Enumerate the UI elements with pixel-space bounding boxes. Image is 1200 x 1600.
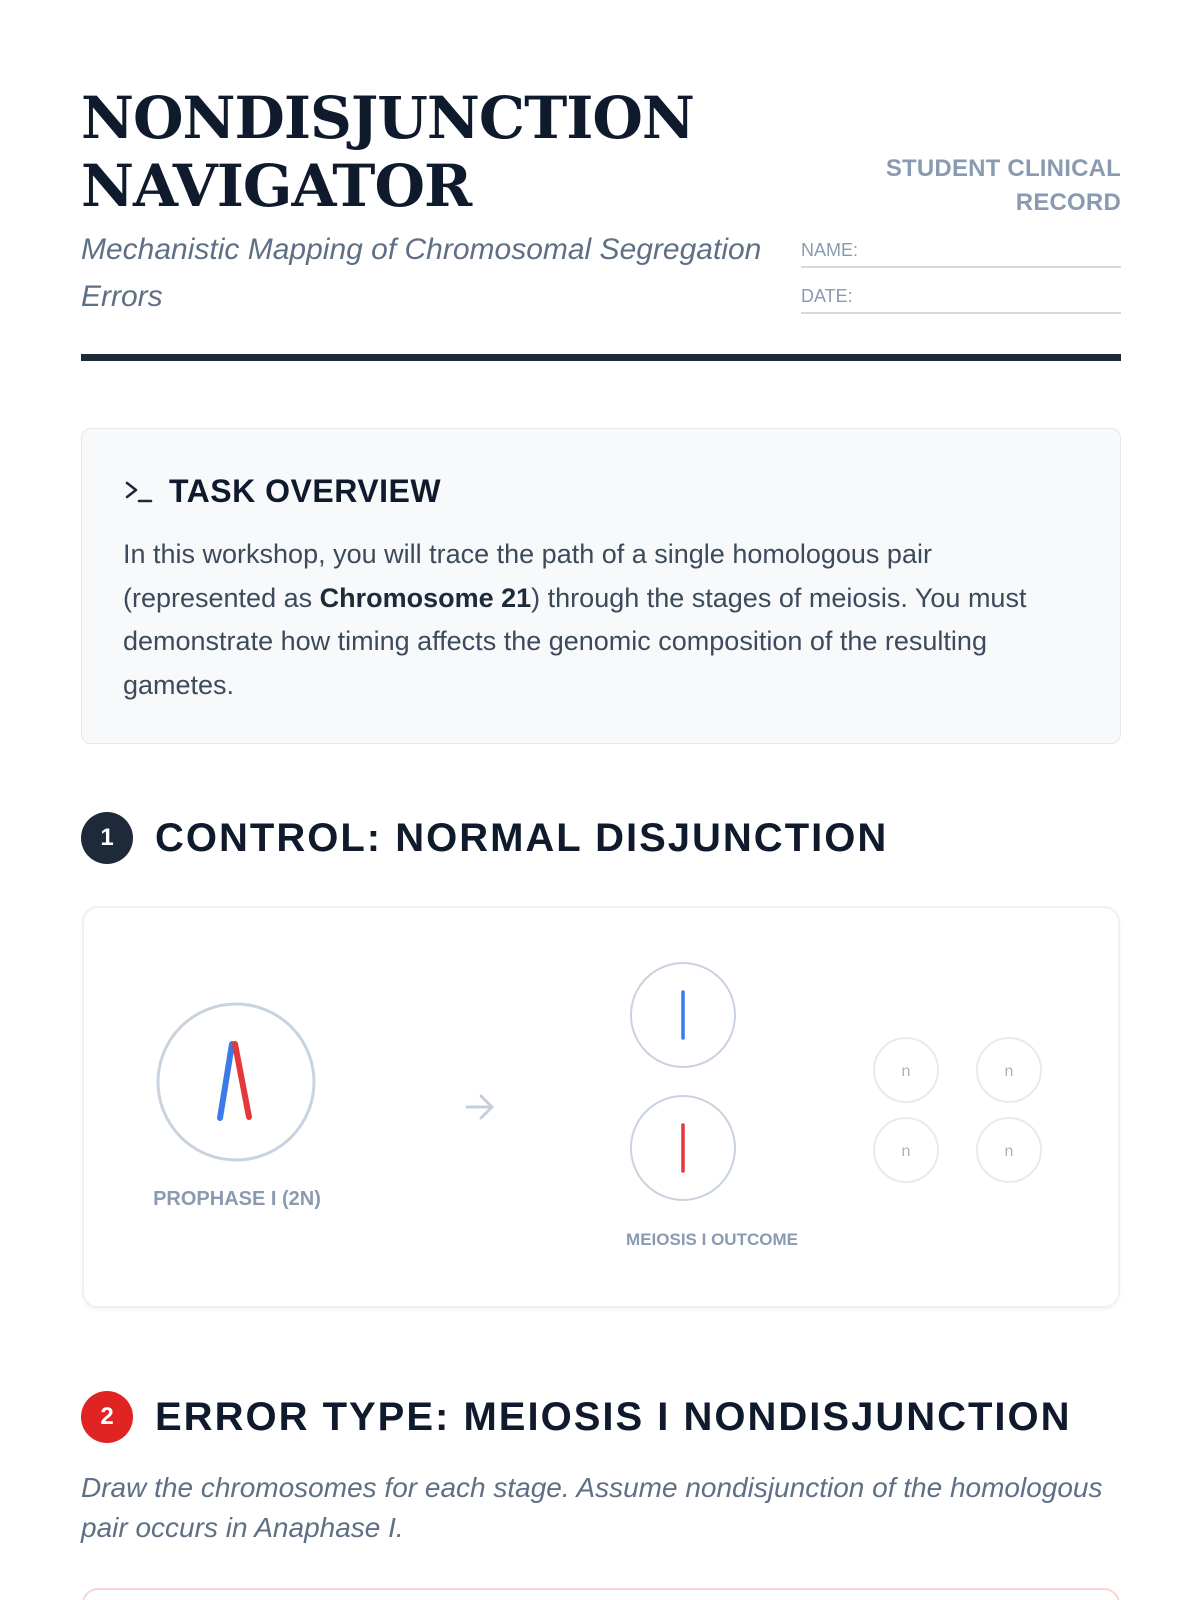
section-2-title: ERROR TYPE: MEIOSIS I NONDISJUNCTION — [155, 1394, 1072, 1439]
gamete-label: n — [901, 1143, 911, 1160]
title-line-1: NONDISJUNCTION — [81, 84, 694, 152]
overview-text-bold: Chromosome 21 — [319, 582, 532, 613]
student-record — [801, 152, 1121, 314]
section-1-badge: 1 — [81, 812, 133, 864]
name-label: NAME: — [801, 240, 859, 260]
page-title — [81, 84, 721, 220]
name-field[interactable] — [801, 234, 1121, 268]
section-1-heading — [81, 812, 888, 864]
prophase-label: PROPHASE I (2N) — [153, 1188, 321, 1210]
normal-disjunction-diagram — [84, 908, 1122, 1310]
page-subtitle: Mechanistic Mapping of Chromosomal Segregation Errors — [81, 233, 762, 313]
arrow-right-icon — [467, 1096, 492, 1118]
task-overview-card — [81, 428, 1121, 744]
normal-disjunction-panel — [82, 906, 1120, 1308]
section-1-title: CONTROL: NORMAL DISJUNCTION — [155, 815, 889, 860]
date-field[interactable] — [801, 280, 1121, 314]
gamete-label: n — [901, 1063, 911, 1080]
page-header — [81, 84, 1121, 364]
overview-text-start: In this workshop, you will trace the path of a single homologous pair (represented as — [123, 539, 932, 613]
meiosis1-error-panel — [82, 1588, 1120, 1600]
task-overview-title: TASK OVERVIEW — [169, 473, 442, 509]
gamete-label: n — [1004, 1063, 1014, 1080]
section-2-heading — [81, 1391, 1072, 1443]
prophase-cell — [158, 1004, 314, 1160]
terminal-prompt-icon — [123, 477, 155, 507]
header-divider — [81, 354, 1121, 361]
section-2-instruction: Draw the chromosomes for each stage. Assume nondisjunction of the homologous pair occurs in Anaphase I. — [81, 1472, 1103, 1543]
overview-text-end: ) through the stages of meiosis. You must demonstrate how timing affects the genomic composition of the resulting gametes. — [123, 582, 1027, 700]
meiosis1-outcome-label: MEIOSIS I OUTCOME — [626, 1230, 798, 1249]
record-title: STUDENT CLINICAL RECORD — [885, 155, 1121, 216]
section-2-badge: 2 — [81, 1391, 133, 1443]
gamete-label: n — [1004, 1143, 1014, 1160]
title-line-2: NAVIGATOR — [81, 152, 472, 220]
task-overview-heading — [123, 473, 441, 510]
date-label: DATE: — [801, 286, 853, 306]
task-overview-text — [123, 533, 1083, 707]
